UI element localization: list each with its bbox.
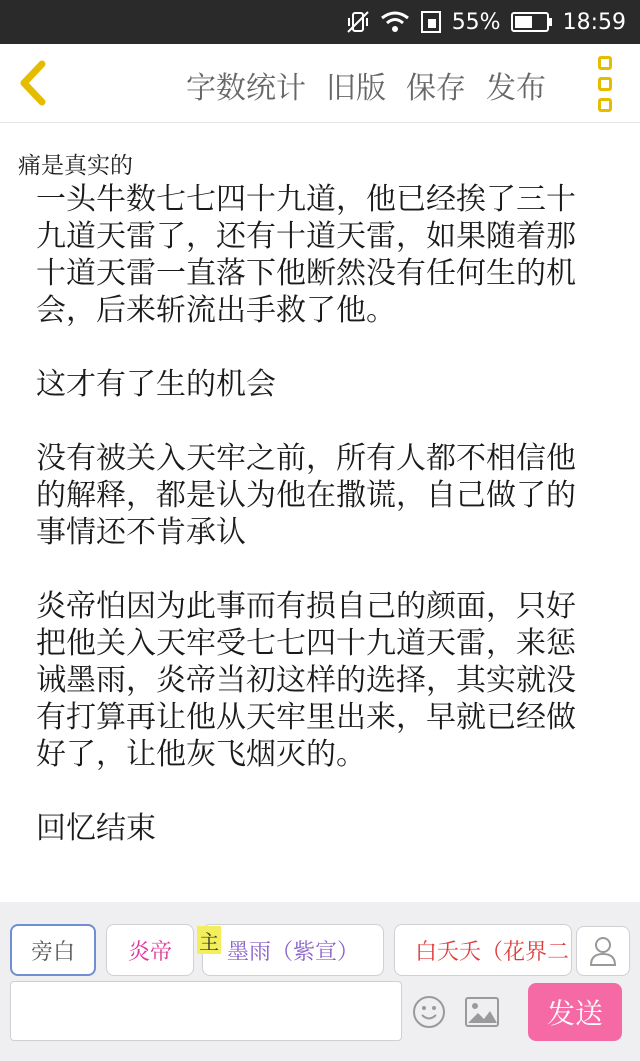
send-button-label: 发送 [546, 997, 603, 1030]
image-icon[interactable] [464, 995, 500, 1029]
paragraph: 这才有了生的机会 [36, 367, 276, 402]
status-bar [0, 0, 640, 44]
paragraph: 没有被关入天牢之前，所有人都不相信他的解释，都是认为他在撒谎，自己做了的事情还不肯承认 [36, 441, 576, 550]
wifi-icon [380, 10, 410, 34]
role-chip-moyu[interactable] [202, 924, 384, 976]
battery-icon [511, 11, 553, 33]
role-selector-bar [0, 902, 640, 979]
message-input[interactable] [10, 981, 402, 1041]
user-icon [589, 936, 617, 966]
editor-body[interactable] [0, 182, 640, 902]
emoji-icon[interactable] [412, 995, 446, 1029]
word-count-button[interactable]: 字数统计 [186, 71, 306, 106]
main-role-badge: 主 [197, 926, 221, 954]
vibrate-icon [346, 10, 370, 34]
publish-button[interactable]: 发布 [486, 71, 546, 106]
role-chip-label: 旁白 [30, 939, 75, 965]
chapter-title: 痛是真实的 [18, 153, 133, 179]
role-chip-label: 炎帝 [127, 939, 172, 965]
save-button[interactable]: 保存 [406, 71, 466, 106]
role-chip-label: 白夭夭（花界二 [415, 939, 570, 965]
role-chip-yandi[interactable] [106, 924, 194, 976]
paragraph: 回忆结束 [36, 811, 156, 846]
paragraph: 一头牛数七七四十九道，他已经挨了三十九道天雷了，还有十道天雷，如果随着那十道天雷一直落下他断然没有任何生的机会，后来斩流出手救了他。 [36, 182, 576, 328]
role-chip-baiyaoyao[interactable] [394, 924, 572, 976]
toolbar-actions [186, 63, 546, 107]
send-button[interactable] [528, 983, 622, 1041]
add-role-button[interactable] [576, 926, 630, 976]
role-chip-label: 墨雨（紫宣） [226, 939, 359, 965]
battery-percent: 55% [451, 9, 501, 35]
paragraph: 炎帝怕因为此事而有损自己的颜面，只好把他关入天牢受七七四十九道天雷，来惩诫墨雨，炎帝当初这样的选择，其实就没有打算再让他从天牢里出来，早就已经做好了，让他灰飞烟灭的。 [36, 589, 576, 772]
editor-toolbar [0, 44, 640, 123]
clock: 18:59 [562, 9, 626, 35]
input-bar [0, 979, 640, 1061]
role-chip-narrator[interactable] [10, 924, 96, 976]
more-menu-icon[interactable] [598, 56, 618, 112]
sim-card-icon [420, 10, 442, 34]
back-chevron-icon[interactable] [14, 58, 54, 108]
old-version-button[interactable]: 旧版 [326, 71, 386, 106]
